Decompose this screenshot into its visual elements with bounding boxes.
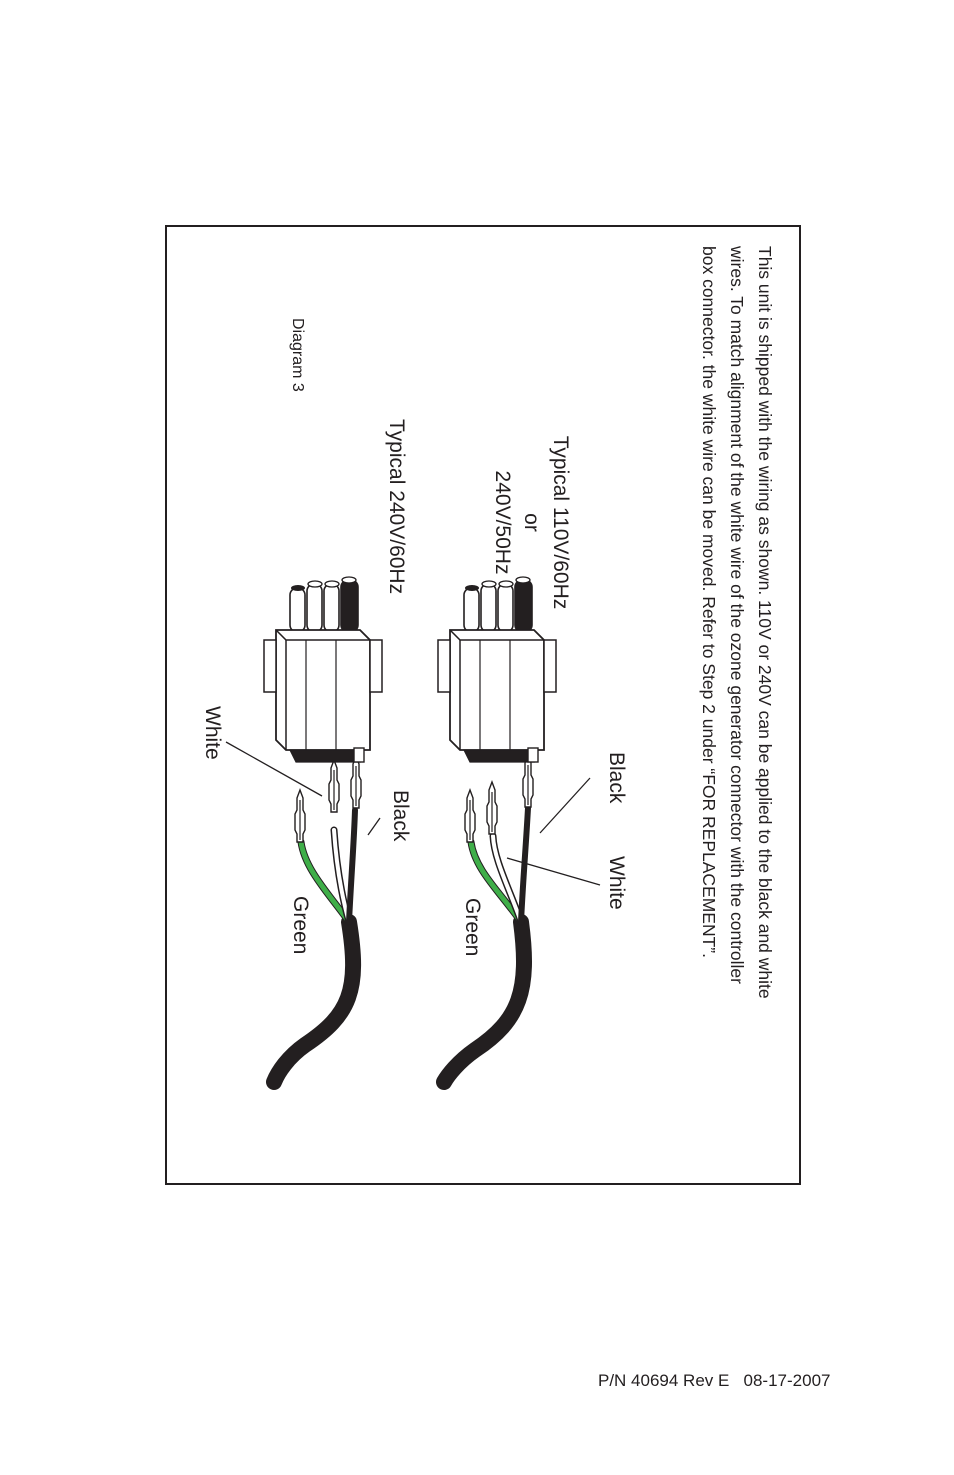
bottom-green-terminal: [295, 790, 305, 842]
bottom-white-label: White: [201, 706, 224, 760]
bottom-black-terminal: [351, 756, 361, 808]
part-number-footer: P/N 40694 Rev E 08-17-2007: [598, 1371, 831, 1390]
bottom-assembly: [226, 577, 382, 1082]
instruction-line-2: wires. To match alignment of the white wire of the ozone generator connector with the controller: [727, 246, 747, 984]
bottom-black-leader: [368, 818, 380, 835]
top-title-line-2: or: [520, 513, 543, 532]
bottom-black-label: Black: [389, 790, 412, 842]
top-white-label: White: [605, 856, 628, 910]
top-wiring-title: [488, 420, 575, 625]
top-cable: [444, 922, 524, 1082]
bottom-white-terminal: [329, 760, 339, 812]
top-green-label: Green: [461, 898, 484, 957]
top-green-terminal: [465, 790, 475, 842]
bottom-connector: [264, 577, 382, 762]
top-black-label: Black: [605, 752, 628, 804]
top-black-terminal: [523, 755, 533, 807]
instruction-line-1: This unit is shipped with the wiring as shown. 110V or 240V can be applied to the black and white: [755, 246, 775, 999]
bottom-wiring-title: Typical 240V/60Hz: [385, 419, 408, 595]
bottom-green-label: Green: [289, 896, 312, 955]
bottom-cable: [274, 922, 353, 1082]
top-black-leader: [540, 778, 590, 833]
top-white-terminal: [487, 782, 497, 834]
top-assembly: [438, 577, 600, 1082]
top-black-wire: [521, 808, 528, 922]
instruction-line-3: box connector. the white wire can be moved. Refer to Step 2 under “FOR REPLACEMENT”.: [699, 246, 719, 958]
bottom-black-wire: [349, 810, 355, 922]
top-title-line-3: 240V/50Hz: [491, 470, 514, 575]
top-title-line-1: Typical 110V/60Hz: [549, 435, 572, 610]
diagram-caption: Diagram 3: [289, 318, 306, 392]
